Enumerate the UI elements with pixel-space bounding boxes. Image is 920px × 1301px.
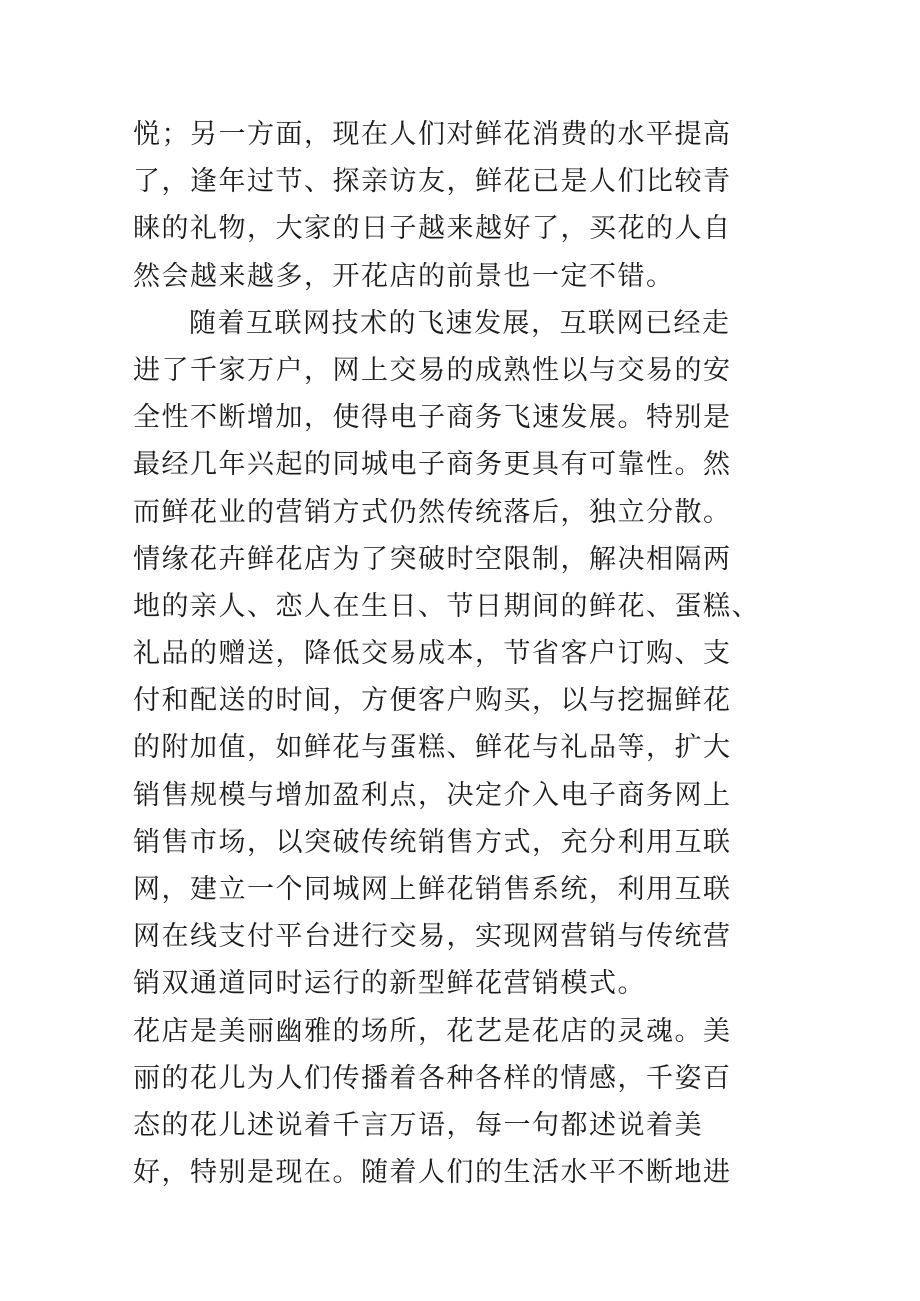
text-line: 情缘花卉鲜花店为了突破时空限制，解决相隔两 — [133, 543, 732, 575]
text-line: 随着互联网技术的飞速发展，互联网已经走 — [189, 307, 731, 339]
text-line: 全性不断增加，使得电子商务飞速发展。特别是 — [133, 402, 732, 434]
text-line: 销双通道同时运行的新型鲜花营销模式。 — [133, 968, 646, 1000]
text-line: 然会越来越多，开花店的前景也一定不错。 — [133, 260, 675, 292]
text-line: 好，特别是现在。随着人们的生活水平不断地进 — [133, 1157, 732, 1189]
text-line: 网，建立一个同城网上鲜花销售系统，利用互联 — [133, 874, 732, 905]
text-line: 进了千家万户，网上交易的成熟性以与交易的安 — [133, 354, 732, 386]
text-line: 付和配送的时间，方便客户购买，以与挖掘鲜花 — [133, 685, 732, 717]
text-line: 销售市场，以突破传统销售方式，充分利用互联 — [133, 826, 732, 858]
text-line: 丽的花儿为人们传播着各种各样的情感，千姿百 — [133, 1062, 732, 1094]
text-line: 花店是美丽幽雅的场所，花艺是花店的灵魂。美 — [133, 1015, 732, 1047]
text-line: 悦；另一方面，现在人们对鲜花消费的水平提高 — [133, 119, 732, 150]
body-text — [133, 111, 833, 1196]
text-line: 网在线支付平台进行交易，实现网营销与传统营 — [133, 921, 732, 953]
text-line: 了，逢年过节、探亲访友，鲜花已是人们比较青 — [133, 166, 732, 198]
text-line: 礼品的赠送，降低交易成本，节省客户订购、支 — [133, 638, 732, 670]
text-line: 睐的礼物，大家的日子越来越好了，买花的人自 — [133, 213, 732, 245]
text-line: 地的亲人、恋人在生日、节日期间的鲜花、蛋糕、 — [133, 590, 760, 622]
text-line: 最经几年兴起的同城电子商务更具有可靠性。然 — [133, 449, 732, 481]
text-line: 态的花儿述说着千言万语，每一句都述说着美 — [133, 1109, 703, 1141]
text-line: 而鲜花业的营销方式仍然传统落后，独立分散。 — [133, 496, 732, 528]
text-line: 的附加值，如鲜花与蛋糕、鲜花与礼品等，扩大 — [133, 732, 732, 764]
text-line: 销售规模与增加盈利点，决定介入电子商务网上 — [133, 779, 732, 811]
